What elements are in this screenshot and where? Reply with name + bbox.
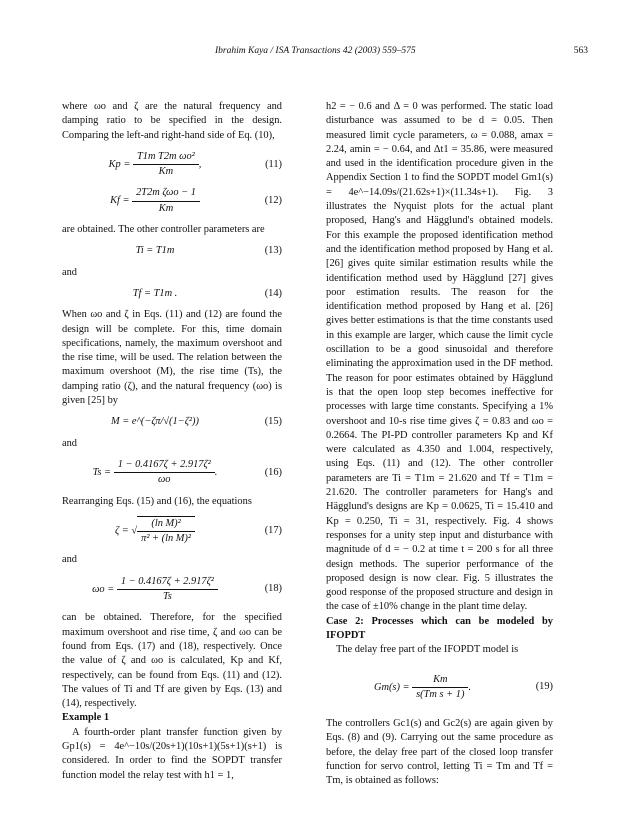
equation-11: Kp = $\frac{\text{T1m T2m ωo²}}{Km}$ , (11) [108, 150, 282, 178]
right-column [326, 100, 553, 789]
running-head: Ibrahim Kaya / ISA Transactions 42 (2003) 559–575 [215, 46, 416, 56]
paragraph: can be obtained. Therefore, for the specified maximum overshoot and rise time, ζ and ωo can be found from Eqs. (17) and (18), respectively. Once the value of ζ and ωo is calculated, Kp and Kf, respectively, can be found from Eqs. (11) and (12). The values of Ti and Tf are given by Eqs. (13) and (14), respectively. [62, 612, 282, 710]
equation-13: Ti = T1m (13) [135, 245, 282, 257]
left-column [62, 100, 282, 783]
equation-17: ζ = √ $\frac{\text{(ln M)²}}{\text{π² + (ln M)²}}$ (17) [62, 516, 282, 547]
equation-16: Ts = $\frac{\text{1 − 0.4167ζ + 2.917ζ²}}{\omega o}$ . (16) [92, 458, 282, 486]
paragraph: The delay free part of the IFOPDT model is [336, 644, 519, 656]
paragraph: and [62, 554, 78, 566]
paragraph: are obtained. The other controller parameters are [62, 224, 265, 236]
paragraph: When ωo and ζ in Eqs. (11) and (12) are found the design will be complete. For this, time domain specifications, namely, the maximum overshoot and the rise time, will be used. The relation between the maximum overshoot (M), the rise time (Ts), the damping ratio (ζ), and the natural frequency (ωo) is given [25] by [62, 309, 282, 407]
paragraph: A fourth-order plant transfer function given by Gp1(s) = 4e^−10s/(20s+1)(10s+1)(5s+1)(s+1) is considered. In order to find the SOPDT transfer function model the relay test with h1 = 1, [62, 726, 282, 781]
paragraph: where ωo and ζ are the natural frequency and damping ratio to be specified in the design. Comparing the left-and right-hand side of Eq. (10), [62, 101, 282, 141]
section-heading: Case 2: Processes which can be modeled by IFOPDT [326, 615, 553, 641]
equation-14: Tf = T1m . (14) [132, 287, 282, 299]
page-number: 563 [573, 46, 588, 56]
equation-15: M = e^(−ζπ/√(1−ζ²)) (15) [111, 416, 282, 428]
equation-12: Kf = $\frac{\text{2T2m ζωo − 1}}{Km}$ (12) [110, 187, 282, 214]
paragraph: and [62, 437, 78, 449]
paragraph: and [62, 266, 78, 278]
section-heading: Example 1 [62, 712, 110, 724]
equation-18: ωo = $\frac{\text{1 − 0.4167ζ + 2.917ζ²}}{Ts}$ (18) [92, 575, 282, 603]
paragraph: The controllers Gc1(s) and Gc2(s) are again given by Eqs. (8) and (9). Carrying out the same procedure as before, the delay free part of the closed loop transfer function for servo control, letting Ti = Tm and Tf = Tm, is obtained as follows: [326, 718, 553, 787]
paragraph: h2 = − 0.6 and Δ = 0 was performed. The static load disturbance was assumed to be d = 0.05. Then measured limit cycle parameters, ω = 0.088, amax = 2.24, amin = − 0.64, and Δt1 = 35.86, were measured and used in the identification procedure given in the Appendix Section 1 to find the SOPDT model Gm1(s) = 4e^−14.09s/(21.62s+1)×(11.34s+1). Fig. 3 illustrates the Nyquist plots for the actual plant proposed, Hang's and Hägglund's obtained models. For this example the proposed identification method and the identification method proposed by Hang et al. [26] gives quite similar estimation results while the identification method used by Hägglund [27] gives poor estimation results. The reason for the identification method proposed by Hang et al. [26] gives better estimations is that the time constants used in this example are larger, which cause the limit cycle oscillation to be a good sinusoidal and therefore eliminating the approximation used in the DF method. The reason for poor estimates obtained by Hägglund is that the open loop step becomes ineffective for processes with large time constants. Specifying a 1% overshoot and 10-s rise time gives ζ = 0.83 and ωo = 0.2664. The PI-PD controller parameters Kp and Kf were calculated as 4.350 and 1.004, respectively, using Eqs. (11) and (12). The other controller parameters are Ti = T1m = 21.620 and Tf = T1m = 21.620. The controller parameters for Hang's and Hägglund's designs are Kp = 0.0625, Ti = 15.410 and Kp = 0.250, Ti = 31, respectively. Fig. 4 shows responses for a unity step input and disturbance with magnitude of d = − 0.2 at time t = 200 s for all three design methods. The superior performance of the proposed design is now clear. Fig. 5 illustrates the good response of the proposed structure and design in the case of ±10% change in the plant time delay. [326, 101, 553, 613]
equation-19: Gm(s) = $\frac{Km}{\text{s(Tm s + 1)}}$ . (19) [373, 673, 553, 700]
paragraph: Rearranging Eqs. (15) and (16), the equations [62, 495, 252, 507]
